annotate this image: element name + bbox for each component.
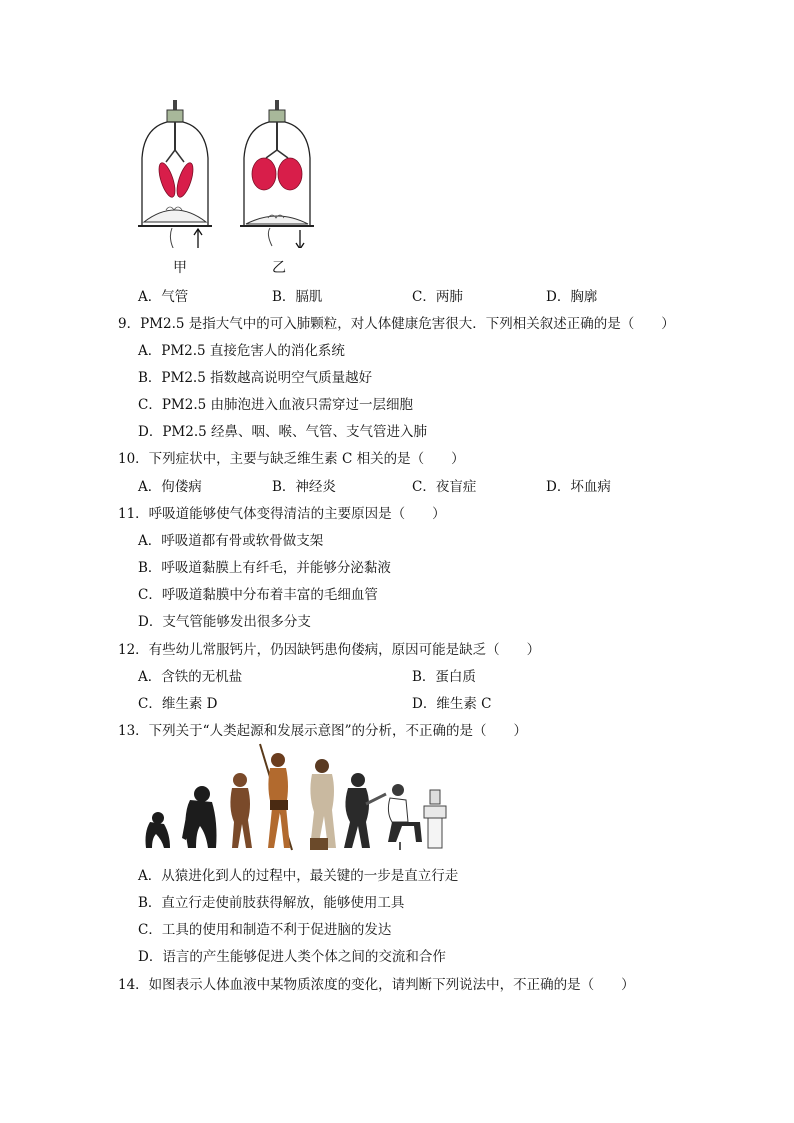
q13-option-a: A．从猿进化到人的过程中，最关键的一步是直立行走	[138, 868, 459, 884]
q8-option-d: D．胸廓	[546, 289, 598, 305]
q12-option-b: B．蛋白质	[412, 669, 476, 685]
q12-option-d: D．维生素 C	[412, 696, 492, 712]
evolution-stage-2	[182, 786, 217, 848]
q9-option-b: B．PM2.5 指数越高说明空气质量越好	[138, 370, 373, 386]
q13-stem: 13．下列关于“人类起源和发展示意图”的分析，不正确的是（ ）	[118, 723, 527, 739]
bell-jar-right	[238, 98, 328, 248]
q10-option-a: A．佝偻病	[138, 479, 202, 495]
q10-option-c: C．夜盲症	[412, 479, 477, 495]
q11-option-b: B．呼吸道黏膜上有纤毛，并能够分泌黏液	[138, 560, 391, 576]
q11-option-c: C．呼吸道黏膜中分布着丰富的毛细血管	[138, 587, 378, 603]
q9-stem: 9．PM2.5 是指大气中的可入肺颗粒，对人体健康危害很大．下列相关叙述正确的是（ ）	[118, 316, 675, 332]
q9-option-d: D．PM2.5 经鼻、咽、喉、气管、支气管进入肺	[138, 424, 427, 440]
bell-jar-left	[136, 98, 226, 248]
q14-stem: 14．如图表示人体血液中某物质浓度的变化，请判断下列说法中，不正确的是（ ）	[118, 977, 635, 993]
q8-option-b: B．膈肌	[272, 289, 323, 305]
human-evolution-figure	[140, 742, 450, 854]
q9-option-a: A．PM2.5 直接危害人的消化系统	[138, 343, 345, 359]
q10-stem: 10．下列症状中，主要与缺乏维生素 C 相关的是（ ）	[118, 451, 465, 467]
evolution-stage-1	[146, 812, 171, 848]
q9-option-c: C．PM2.5 由肺泡进入血液只需穿过一层细胞	[138, 397, 413, 413]
q11-option-d: D．支气管能够发出很多分支	[138, 614, 311, 630]
evolution-stage-6	[344, 773, 386, 848]
q8-option-c: C．两肺	[412, 289, 463, 305]
evolution-stage-4	[260, 744, 292, 850]
evolution-stage-5	[310, 759, 336, 850]
evolution-stage-7	[388, 784, 446, 850]
jar-right-label: 乙	[272, 260, 286, 276]
q13-option-b: B．直立行走使前肢获得解放，能够使用工具	[138, 895, 405, 911]
q12-option-a: A．含铁的无机盐	[138, 669, 243, 685]
q13-option-c: C．工具的使用和制造不利于促进脑的发达	[138, 922, 392, 938]
q12-stem: 12．有些幼儿常服钙片，仍因缺钙患佝偻病，原因可能是缺乏（ ）	[118, 642, 541, 658]
q11-stem: 11．呼吸道能够使气体变得清洁的主要原因是（ ）	[118, 506, 446, 522]
q8-option-a: A．气管	[138, 289, 189, 305]
q11-option-a: A．呼吸道都有骨或软骨做支架	[138, 533, 324, 549]
jar-left-label: 甲	[173, 260, 187, 276]
q12-option-c: C．维生素 D	[138, 696, 218, 712]
q10-option-b: B．神经炎	[272, 479, 336, 495]
q10-option-d: D．坏血病	[546, 479, 611, 495]
q13-option-d: D．语言的产生能够促进人类个体之间的交流和合作	[138, 949, 446, 965]
evolution-stage-3	[230, 773, 252, 848]
